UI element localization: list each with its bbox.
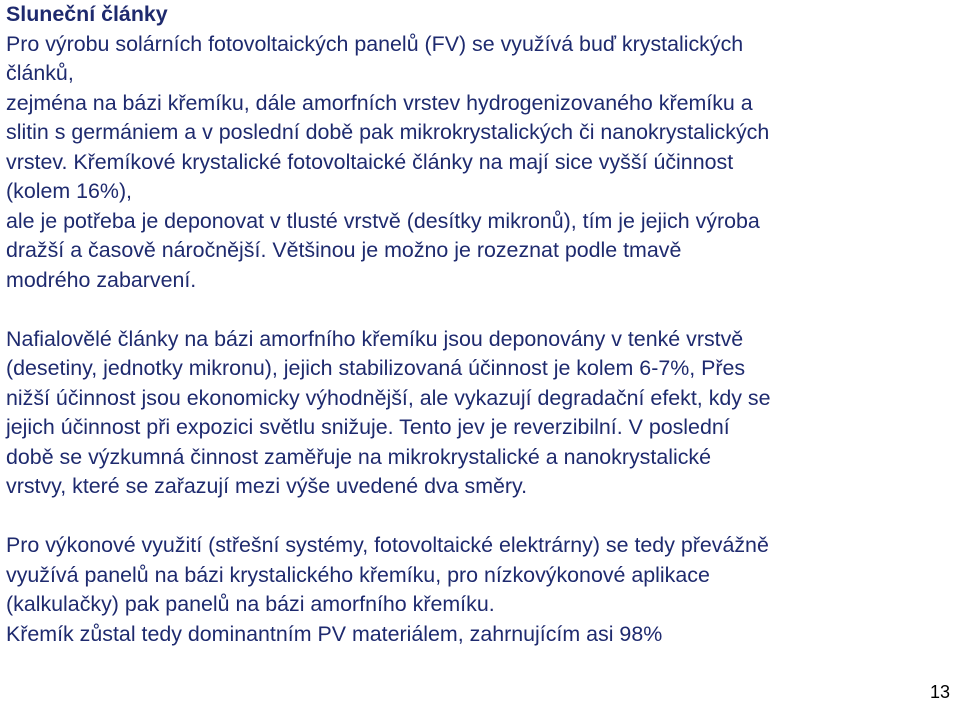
text-line: (desetiny, jednotky mikronu), jejich stabilizovaná účinnost je kolem 6-7%, Přes (6, 356, 746, 380)
text-line: slitin s germániem a v poslední době pak mikrokrystalických či nanokrystalických (6, 120, 770, 144)
text-line: době se výzkumná činnost zaměřuje na mikrokrystalické a nanokrystalické (6, 444, 712, 469)
paragraph-gap (6, 295, 950, 325)
paragraph-usage (6, 531, 950, 649)
page-number: 13 (929, 682, 951, 702)
text-line: modrého zabarvení. (6, 267, 197, 292)
paragraph-crystalline (6, 30, 950, 296)
slide-content (6, 0, 950, 649)
paragraph-amorphous (6, 325, 950, 502)
text-line: Pro výkonové využití (střešní systémy, fotovoltaické elektrárny) se tedy převážně (6, 533, 769, 557)
text-line: dražší a časově náročnější. Většinou je možno je rozeznat podle tmavě (6, 238, 682, 262)
text-line: vrstvy, které se zařazují mezi výše uvedené dva směry. (6, 474, 528, 498)
text-line: (kolem 16%), (6, 179, 133, 203)
text-line: článků, (6, 61, 74, 85)
slide-title: Sluneční články (6, 2, 168, 26)
text-line: využívá panelů na bázi krystalického křemíku, pro nízkovýkonové aplikace (6, 562, 710, 587)
paragraph-gap (6, 502, 950, 532)
text-line: ale je potřeba je deponovat v tlusté vrstvě (desítky mikronů), tím je jejich výroba (6, 208, 760, 233)
text-line: vrstev. Křemíkové krystalické fotovoltaické články na mají sice vyšší účinnost (6, 149, 734, 174)
text-line: Pro výrobu solárních fotovoltaických panelů (FV) se využívá buď krystalických (6, 31, 744, 56)
text-line: zejména na bázi křemíku, dále amorfních vrstev hydrogenizovaného křemíku a (6, 90, 753, 115)
text-line: Křemík zůstal tedy dominantním PV materiálem, zahrnujícím asi 98% (6, 621, 663, 646)
text-line: (kalkulačky) pak panelů na bázi amorfního křemíku. (6, 592, 495, 616)
text-line: nižší účinnost jsou ekonomicky výhodnější, ale vykazují degradační efekt, kdy se (6, 385, 771, 410)
text-line: Nafialovělé články na bázi amorfního křemíku jsou deponovány v tenké vrstvě (6, 326, 744, 351)
text-line: jejich účinnost při expozici světlu snižuje. Tento jev je reverzibilní. V poslední (6, 415, 730, 439)
